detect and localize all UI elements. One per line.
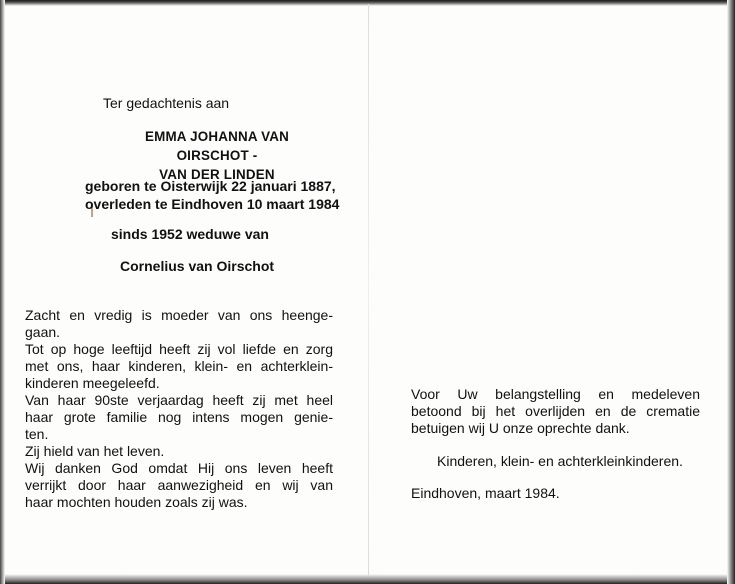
- poem-line: haar mochten houden zoals zij was.: [25, 494, 248, 510]
- intro-text: Ter gedachtenis aan: [103, 95, 230, 111]
- family-signature: Kinderen, klein- en achterkleinkinderen.: [437, 453, 683, 469]
- husband-name: Cornelius van Oirschot: [120, 258, 275, 274]
- thanks-line: betoond bij het overlijden en de crematie: [411, 403, 700, 419]
- poem-line: kinderen meegeleefd.: [25, 375, 160, 391]
- poem-line: ten.: [25, 426, 49, 442]
- thanks-line: betuigen wij U onze oprechte dank.: [411, 420, 630, 436]
- scan-edge-right: [727, 0, 735, 584]
- poem-line: Wij danken God omdat Hij ons leven heeft: [25, 460, 333, 476]
- thanks-text: [411, 386, 700, 437]
- card-fold-line: [368, 4, 369, 576]
- deceased-name: [112, 127, 322, 184]
- name-line-2: VAN DER LINDEN: [159, 167, 275, 182]
- poem-line: Zij hield van het leven.: [25, 443, 165, 459]
- poem-line: Zacht en vredig is moeder van ons heenge-: [25, 307, 333, 323]
- poem-line: Tot op hoge leeftijd heeft zij vol liefde en zorg: [25, 341, 333, 357]
- thanks-line: Voor Uw belangstelling en medeleven: [411, 386, 700, 402]
- name-line-1: EMMA JOHANNA VAN OIRSCHOT -: [144, 129, 290, 163]
- memorial-text: [25, 307, 333, 511]
- poem-line: met ons, haar kinderen, klein- en achterklein-: [25, 358, 333, 374]
- poem-line: verrijkt door haar aanwezigheid en wij van: [25, 477, 333, 493]
- poem-line: gaan.: [25, 324, 61, 340]
- place-date: Eindhoven, maart 1984.: [411, 485, 560, 501]
- poem-line: haar grote familie nog intens mogen genie-: [25, 409, 333, 425]
- poem-line: Van haar 90ste verjaardag heeft zij met heel: [25, 392, 333, 408]
- scan-edge-left: [0, 0, 5, 584]
- death-line: overleden te Eindhoven 10 maart 1984: [85, 196, 340, 212]
- birth-line: geboren te Oisterwijk 22 januari 1887,: [85, 178, 336, 194]
- widow-line: sinds 1952 weduwe van: [111, 226, 269, 242]
- life-dates: [85, 177, 339, 213]
